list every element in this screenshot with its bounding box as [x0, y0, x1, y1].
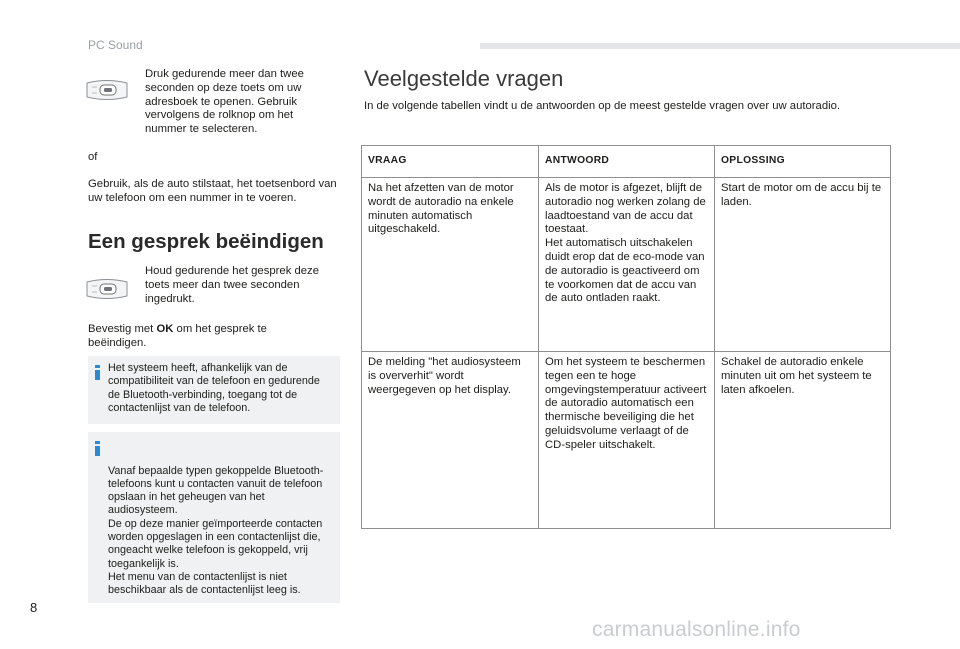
- table-header-row: [362, 146, 891, 178]
- info-note: [88, 356, 340, 424]
- table-cell-question: Na het afzetten van de motor wordt de autoradio na enkele minuten automatisch uitgeschakeld.: [362, 178, 539, 352]
- header-bar: [480, 43, 960, 49]
- confirm-text: [88, 323, 298, 351]
- column-header-answer: ANTWOORD: [539, 146, 715, 178]
- section-title-end-call: Een gesprek beëindigen: [88, 230, 324, 253]
- faq-intro: In de volgende tabellen vindt u de antwoorden op de meest gestelde vragen over uw autoradio.: [364, 100, 841, 112]
- column-header-solution: OPLOSSING: [715, 146, 891, 178]
- or-text: of: [88, 151, 98, 163]
- end-call-text: Houd gedurende het gesprek deze toets meer dan twee seconden ingedrukt.: [145, 265, 319, 305]
- steering-wheel-control-icon: [84, 277, 130, 306]
- table-cell-solution: Schakel de autoradio enkele minuten uit om het systeem te laten afkoelen.: [715, 352, 891, 529]
- confirm-prefix: Bevestig met: [88, 323, 157, 335]
- info-icon: [94, 365, 101, 380]
- table-cell-answer: Als de motor is afgezet, blijft de autoradio nog werken zolang de laadtoestand van de accu dat toestaat. Het automatisch uitschakelen duidt erop dat de eco-mode van de autoradio is geactiveerd om te voorkomen dat de accu van de auto ontladen raakt.: [539, 178, 715, 352]
- section-header: PC Sound: [88, 38, 143, 52]
- column-header-question: VRAAG: [362, 146, 539, 178]
- info-note-text: Vanaf bepaalde typen gekoppelde Bluetooth-telefoons kunt u contacten vanuit de telefoon opslaan in het geheugen van het audiosysteem. De op deze manier geïmporteerde contacten worden opgeslagen in een contactenlijst die, ongeacht welke telefoon is gekoppeld, vrij toegankelijk is. Het menu van de contactenlijst is niet beschikbaar als de contactenlijst leeg is.: [108, 464, 324, 597]
- keypad-text: Gebruik, als de auto stilstaat, het toetsenbord van uw telefoon om een nummer in te voeren.: [88, 178, 337, 204]
- press-hold-text: Druk gedurende meer dan twee seconden op deze toets om uw adresboek te openen. Gebruik vervolgens de rolknop om het nummer te selecteren.: [145, 68, 304, 136]
- ok-key-label: OK: [156, 323, 174, 335]
- faq-title: Veelgestelde vragen: [364, 66, 564, 91]
- info-note-text: Het systeem heeft, afhankelijk van de compatibiliteit van de telefoon en gedurende de Bluetooth-verbinding, toegang tot de contactenlijst van de telefoon.: [108, 362, 320, 414]
- info-note: [88, 432, 340, 603]
- watermark: carmanualsonline.info: [592, 618, 801, 641]
- faq-table: [361, 145, 891, 529]
- info-icon: [94, 441, 101, 456]
- table-row: [362, 178, 891, 352]
- confirm-suffix: om het gesprek te beëindigen.: [88, 323, 267, 349]
- page-number: 8: [30, 600, 38, 615]
- table-row: [362, 352, 891, 529]
- table-cell-solution: Start de motor om de accu bij te laden.: [715, 178, 891, 352]
- table-cell-question: De melding "het audiosysteem is oververhit" wordt weergegeven op het display.: [362, 352, 539, 529]
- steering-wheel-control-icon: [84, 78, 130, 107]
- table-cell-answer: Om het systeem te beschermen tegen een te hoge omgevingstemperatuur activeert de autoradio automatisch een thermische beveiliging die het geluidsvolume verlaagt of de CD-speler uitschakelt.: [539, 352, 715, 529]
